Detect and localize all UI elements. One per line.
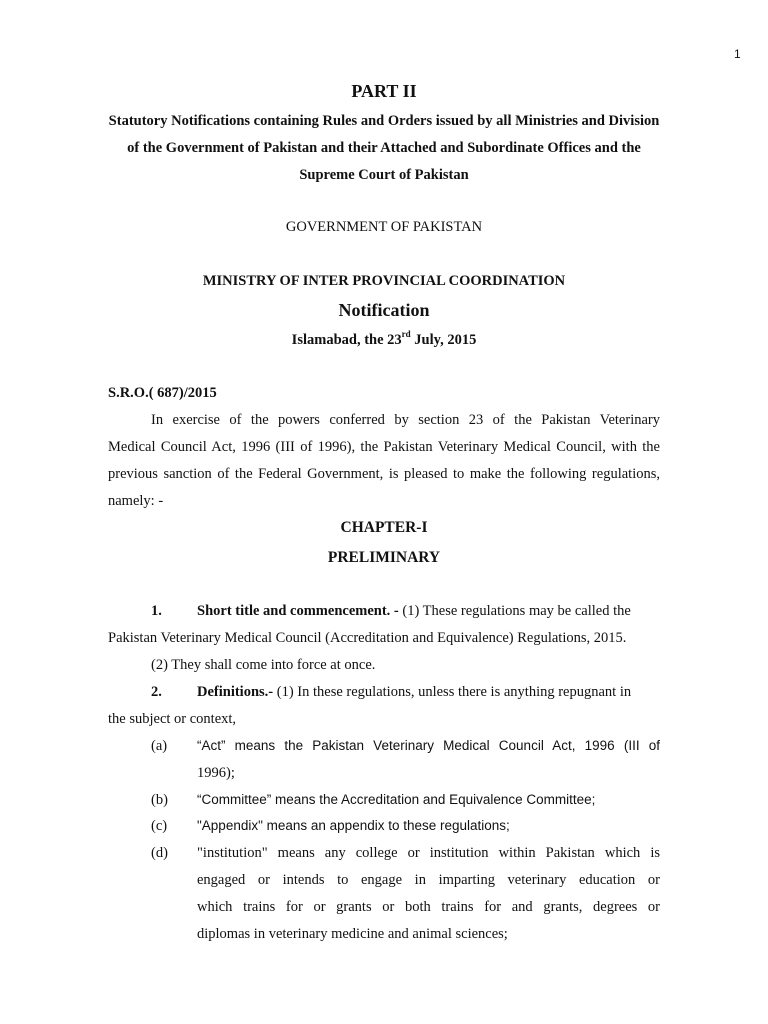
section-2-number: 2. — [151, 684, 162, 700]
intro-line-1: In exercise of the powers conferred by section 23 of the Pakistan Veterinary — [151, 412, 660, 428]
date-ordinal: rd — [401, 329, 411, 339]
page-number: 1 — [734, 47, 741, 61]
definition-a-line-2: 1996); — [197, 765, 235, 781]
section-2-heading: Definitions.- — [197, 684, 274, 700]
definition-b-label: (b) — [151, 792, 168, 808]
sro-number: S.R.O.( 687)/2015 — [108, 385, 217, 401]
intro-line-4: namely: - — [108, 493, 164, 509]
intro-line-2: Medical Council Act, 1996 (III of 1996), the Pakistan Veterinary Medical Council, with the — [108, 439, 660, 455]
definition-c-label: (c) — [151, 818, 168, 834]
definition-d-line-4: diplomas in veterinary medicine and animal sciences; — [197, 926, 508, 942]
section-1-number: 1. — [151, 603, 162, 619]
definition-d-line-2: engaged or intends to engage in imparting veterinary education or — [197, 872, 660, 888]
subtitle-line-2: of the Government of Pakistan and their Attached and Subordinate Offices and the — [127, 140, 641, 156]
date-suffix: July, 2015 — [410, 332, 477, 348]
subtitle-line-1: Statutory Notifications containing Rules and Orders issued by all Ministries and Division — [108, 113, 660, 129]
notification-date — [0, 329, 768, 349]
subtitle-line-3: Supreme Court of Pakistan — [299, 167, 469, 183]
section-1-line-1 — [197, 603, 661, 620]
intro-line-3: previous sanction of the Federal Government, is pleased to make the following regulations, — [108, 466, 660, 482]
chapter-title: CHAPTER-I — [340, 519, 428, 536]
section-2-text: (1) In these regulations, unless there is anything repugnant in — [273, 684, 632, 700]
definition-b-line-1: “Committee” means the Accreditation and Equivalence Committee; — [197, 792, 596, 807]
definition-d-line-1: "institution" means any college or institution within Pakistan which is — [197, 845, 660, 861]
definition-c-line-1: "Appendix" means an appendix to these regulations; — [197, 818, 510, 833]
section-1-text: (1) These regulations may be called the — [398, 603, 631, 619]
section-1-line-2: Pakistan Veterinary Medical Council (Accreditation and Equivalence) Regulations, 2015. — [108, 630, 627, 646]
section-1-line-3: (2) They shall come into force at once. — [151, 657, 376, 673]
definition-a-label: (a) — [151, 738, 168, 754]
government-title: GOVERNMENT OF PAKISTAN — [285, 219, 483, 235]
ministry-title: MINISTRY OF INTER PROVINCIAL COORDINATION — [202, 273, 566, 289]
definition-a-line-1: “Act” means the Pakistan Veterinary Medical Council Act, 1996 (III of — [197, 738, 660, 753]
date-prefix: Islamabad, the 23 — [291, 332, 402, 348]
section-2-line-2: the subject or context, — [108, 711, 237, 727]
definition-d-line-3: which trains for or grants or both trains for and grants, degrees or — [197, 899, 660, 915]
section-2-line-1 — [197, 684, 661, 701]
notification-title: Notification — [338, 300, 430, 320]
section-1-heading: Short title and commencement. - — [197, 603, 399, 619]
definition-d-label: (d) — [151, 845, 168, 861]
chapter-subtitle: PRELIMINARY — [327, 549, 441, 566]
part-heading: PART II — [351, 81, 417, 101]
